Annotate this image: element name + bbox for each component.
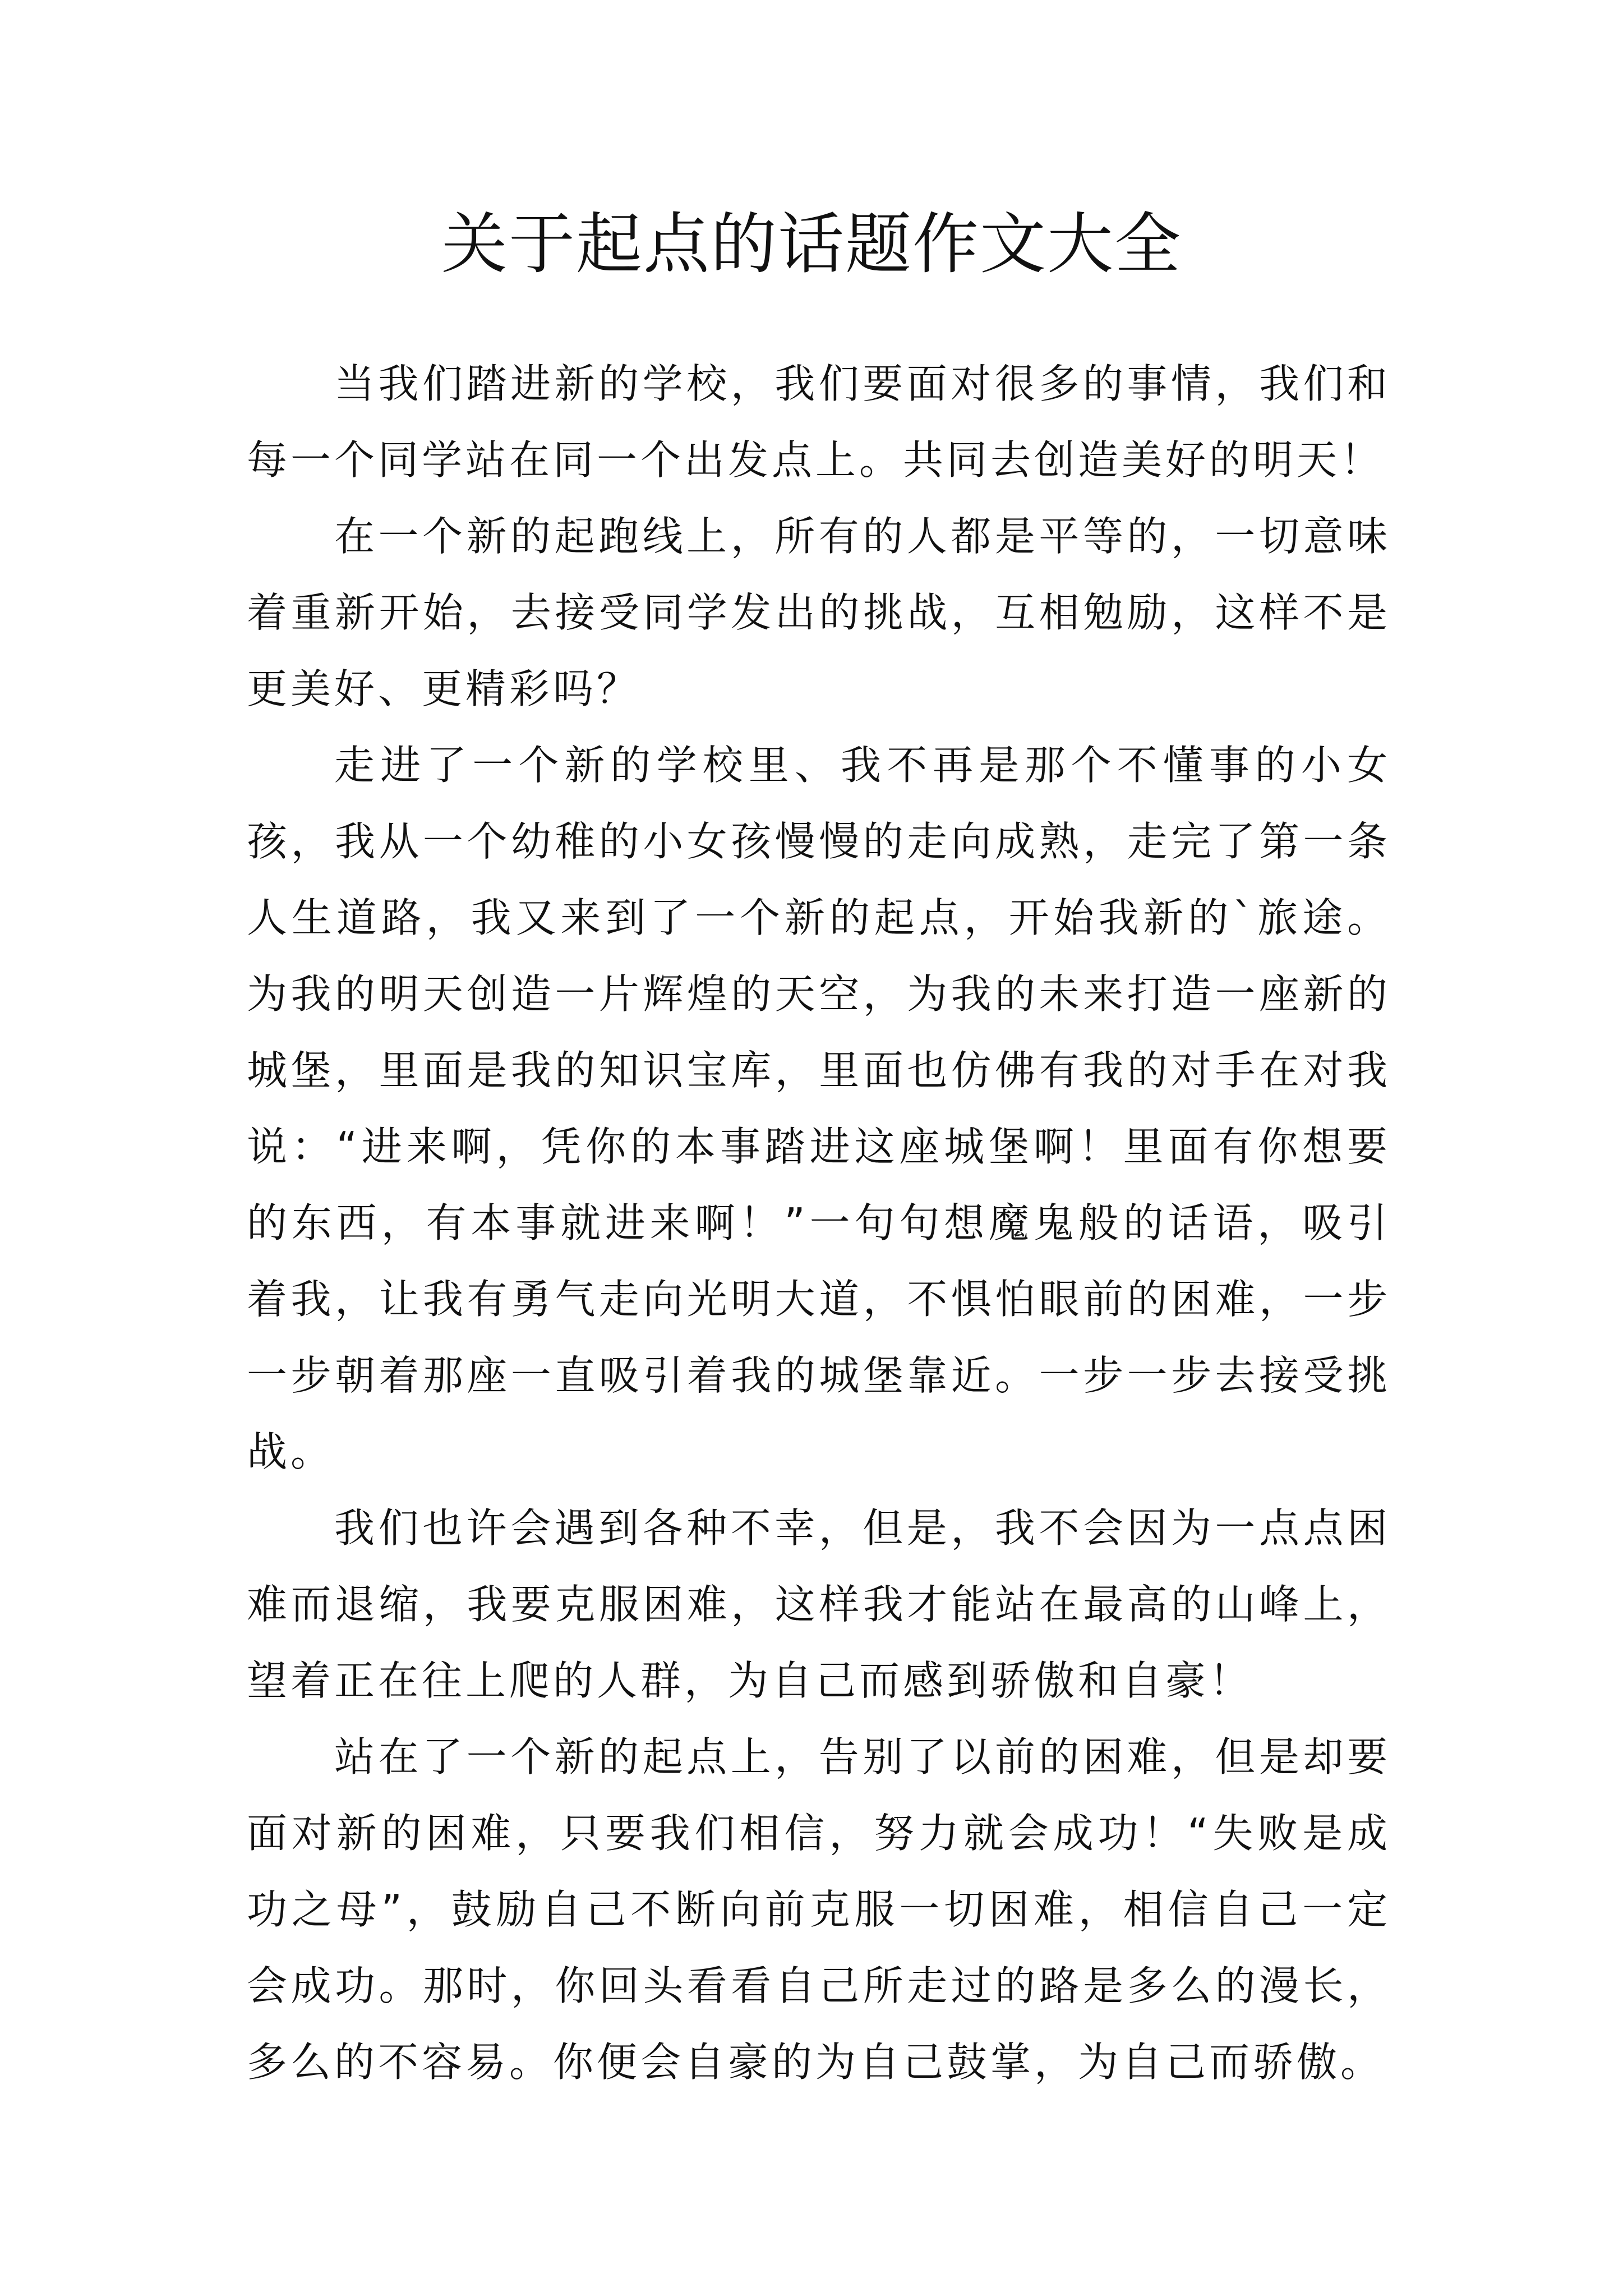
paragraph-1: 当我们踏进新的学校，我们要面对很多的事情，我们和每一个同学站在同一个出发点上。共同去创造美好的明天！ (247, 360, 1391, 484)
paragraph-3: 走进了一个新的学校里、我不再是那个不懂事的小女孩，我从一个幼稚的小女孩慢慢的走向成熟，走完了第一条人生道路，我又来到了一个新的起点，开始我新的`旅途。为我的明天创造一片辉煌的天空，为我的未来打造一座新的城堡，里面是我的知识宝库，里面也仿佛有我的对手在对我说：“进来啊，凭你的本事踏进这座城堡啊！里面有你想要的东西，有本事就进来啊！”一句句想魔鬼般的话语，吸引着我，让我有勇气走向光明大道，不惧怕眼前的困难，一步一步朝着那座一直吸引着我的城堡靠近。一步一步去接受挑战。 (247, 742, 1391, 1475)
document-title: 关于起点的话题作文大全 (441, 205, 1182, 283)
paragraph-2: 在一个新的起跑线上，所有的人都是平等的，一切意味着重新开始，去接受同学发出的挑战，互相勉励，这样不是更美好、更精彩吗？ (247, 513, 1391, 712)
paragraph-4: 我们也许会遇到各种不幸，但是，我不会因为一点点困难而退缩，我要克服困难，这样我才能站在最高的山峰上，望着正在往上爬的人群，为自己而感到骄傲和自豪！ (247, 1504, 1391, 1704)
document-body (247, 346, 1391, 2100)
paragraph-5: 站在了一个新的起点上，告别了以前的困难，但是却要面对新的困难，只要我们相信，努力就会成功！“失败是成功之母”，鼓励自己不断向前克服一切困难，相信自己一定会成功。那时，你回头看看自己所走过的路是多么的漫长，多么的不容易。你便会自豪的为自己鼓掌，为自己而骄傲。 (247, 1733, 1391, 2086)
